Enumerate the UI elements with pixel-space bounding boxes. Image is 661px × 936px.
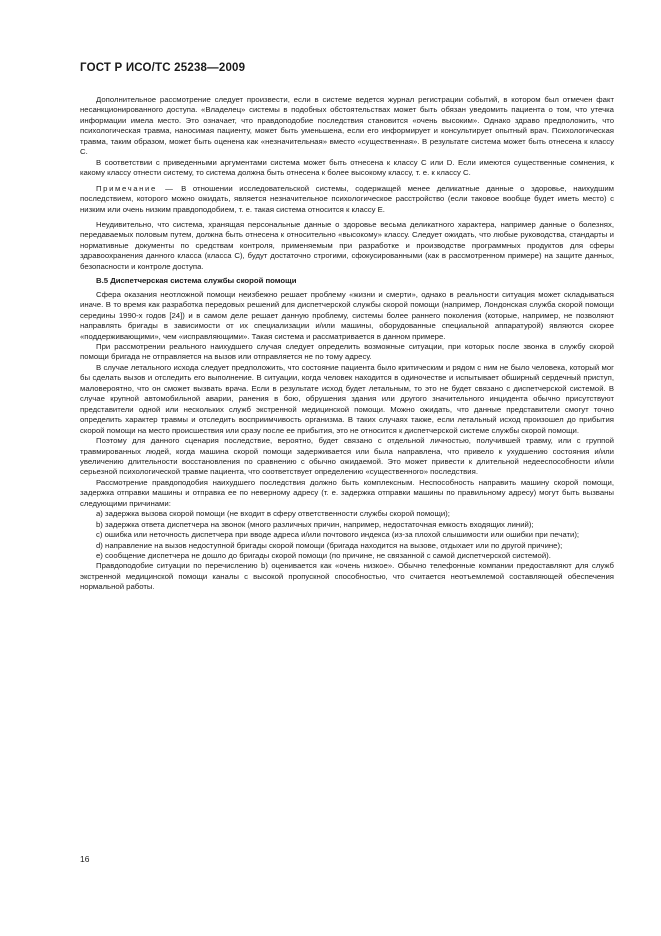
- document-body: [80, 95, 614, 593]
- paragraph: Сфера оказания неотложной помощи неизбежно решает проблему «жизни и смерти», однако в реальности ситуация может складываться иначе. В то время как разработка передовых решений для диспетчерской службы скорой помощи (например, Лондонская служба скорой помощи середины 1990-х годов [24]) и в самом деле решает данную проблему, системы более раннего поколения (которые, например, не позволяют направлять бригады в зависимости от их специализации и/или машины, оборудованные специальной аппаратурой) являются скорее «поддерживающими», чем «исправляющими». Такая система и рассматривается в данном примере.: [80, 289, 614, 341]
- section-heading: В.5 Диспетчерская система службы скорой помощи: [96, 276, 297, 286]
- note-paragraph: [80, 184, 614, 215]
- paragraph: При рассмотрении реального наихудшего случая следует определить возможные ситуации, при которых после звонка в службу скорой помощи бригада не отправляется на вызов или отправляется не по тому адресу.: [80, 341, 614, 362]
- paragraph: В соответствии с приведенными аргументами система может быть отнесена к классу С или D. Если имеются существенные сомнения, к какому классу отнести систему, то система должна быть отнесена к более высокому классу, т. е. к классу С.: [80, 157, 614, 178]
- list-item: а) задержка вызова скорой помощи (не входит в сферу ответственности службы скорой помощи);: [96, 509, 450, 519]
- list-item: b) задержка ответа диспетчера на звонок (много различных причин, например, недостаточная емкость входящих линий);: [96, 519, 534, 529]
- paragraph: Неудивительно, что система, хранящая персональные данные о здоровье весьма деликатного характера, например данные о болезнях, передаваемых половым путем, должна быть отнесена к относительно «высокому» классу. Следует ожидать, что любые руководства, стандарты и нормативные документы по средствам контроля, применяемым при разработке и производстве программных продуктов для сферы здравоохранения данного класса (класса С), будут достаточно строгими, сфокусированными (как в рассмотренном примере) на защите данных, безопасности и контроле доступа.: [80, 219, 614, 271]
- paragraph: Рассмотрение правдоподобия наихудшего последствия должно быть комплексным. Неспособность направить машину скорой помощи, задержка отправки машины и отправка ее по неверному адресу (т. е. задержка отправки машины по правильному адресу) могут быть вызваны следующими причинами:: [80, 477, 614, 508]
- paragraph: Дополнительное рассмотрение следует произвести, если в системе ведется журнал регистрации событий, в котором был отмечен факт несанкционированного доступа. «Владелец» системы в подобных обстоятельствах может быть обязан уведомить пациента о том, что утечка информации имела место. Это означает, что правдоподобие последствия становится «очень высоким». Однако здраво предположить, что психологическая травма, наносимая пациенту, может быть уменьшена, если его информирует и консультирует опытный врач. Психологическая травма, таким образом, может быть оценена как «незначительная» вместо «существенная». В результате система может быть отнесена к классу С.: [80, 95, 614, 157]
- note-text: В отношении исследовательской системы, содержащей менее деликатные данные о здоровье, наихудшим последствием, которого можно ожидать, является незначительное психологическое расстройство (если таковое вообще будет иметь место) с низким или очень низким правдоподобием, т. е. такая система относится к классу Е.: [80, 183, 614, 214]
- paragraph: В случае летального исхода следует предположить, что состояние пациента было критическим и рядом с ним не было человека, который мог бы сделать вызов и отследить его выполнение. В ситуации, когда человек находится в одиночестве и испытывает обширный сердечный приступ, маловероятно, что он сможет вызвать врача. Если в результате исход будет летальным, то это не будет связано с диспетчерской системой. В случае крупной автомобильной аварии, ранения в бою, обрушения здания или другого значительного инцидента обычно присутствуют представители одной или нескольких служб экстренной медицинской помощи. Можно ожидать, что данные представители смогут точно определить характер травмы и отследить восприимчивость организма. В таких случаях также, если летальный исход произошел до прибытия скорой помощи на место происшествия или сразу после ее прибытия, это не относится к диспетчерской системе службы скорой помощи.: [80, 362, 614, 435]
- list-item: е) сообщение диспетчера не дошло до бригады скорой помощи (по причине, не связанной с самой диспетчерской системой).: [96, 551, 551, 561]
- list-item: с) ошибка или неточность диспетчера при вводе адреса и/или почтового индекса (из-за плохой слышимости или ошибки при печати);: [96, 530, 580, 540]
- note-label: Примечание —: [96, 183, 175, 193]
- paragraph: Правдоподобие ситуации по перечислению b) оценивается как «очень низкое». Обычно телефонные компании предоставляют для служб экстренной медицинской помощи каналы с высокой пропускной способностью, что считается неотъемлемой составляющей обеспечения нормальной работы.: [80, 561, 614, 592]
- list-item: d) направление на вызов недоступной бригады скорой помощи (бригада находится на вызове, отдыхает или по другой причине);: [96, 540, 563, 550]
- page-number: 16: [80, 854, 90, 864]
- paragraph: Поэтому для данного сценария последствие, вероятно, будет связано с отдельной личностью, получившей травму, или с группой травмированных людей, когда машина скорой помощи задерживается или была направлена, что привело к ухудшению состояния и/или увеличению длительности восстановления по сравнению с обычно ожидаемой. Это может привести к длительной недееспособности и/или серьезной психологической травме пациента, что соответствует определению «существенного» последствия.: [80, 436, 614, 477]
- document-header: ГОСТ Р ИСО/ТС 25238—2009: [80, 62, 246, 74]
